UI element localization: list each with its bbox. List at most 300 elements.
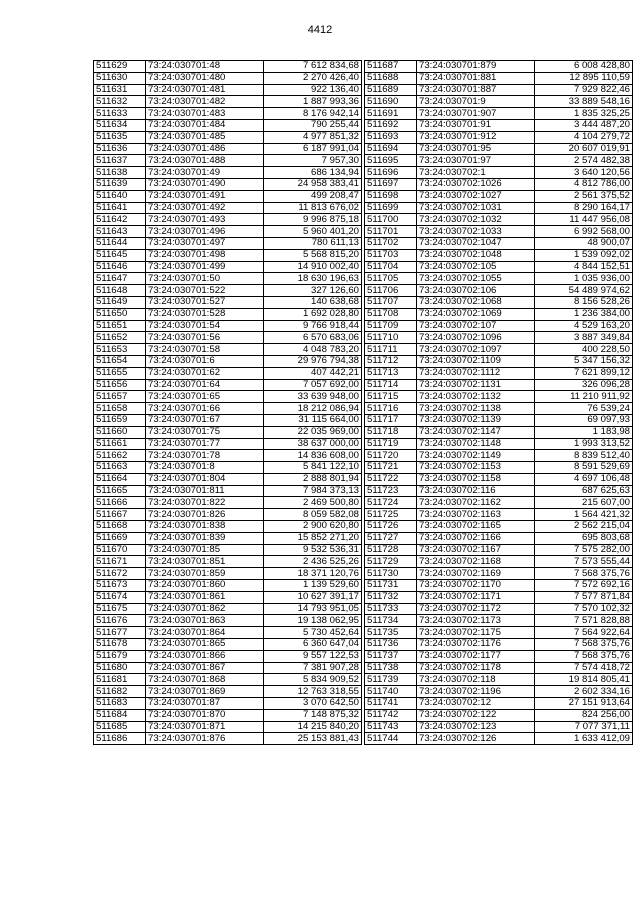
table-row xyxy=(365,285,633,297)
row-number-cell: 511632 xyxy=(94,96,146,108)
cadastral-number-cell: 73:24:030701:862 xyxy=(146,603,264,615)
cadastral-number-cell: 73:24:030701:822 xyxy=(146,497,264,509)
row-number-cell: 511660 xyxy=(94,426,146,438)
row-number-cell: 511643 xyxy=(94,226,146,238)
table-row xyxy=(365,155,633,167)
cadastral-number-cell: 73:24:030702:116 xyxy=(417,485,535,497)
row-number-cell: 511728 xyxy=(365,544,417,556)
value-cell: 2 469 500,80 xyxy=(264,497,362,509)
row-number-cell: 511662 xyxy=(94,450,146,462)
table-row xyxy=(365,485,633,497)
value-cell: 780 611,13 xyxy=(264,237,362,249)
cadastral-number-cell: 73:24:030702:1167 xyxy=(417,544,535,556)
row-number-cell: 511672 xyxy=(94,568,146,580)
cadastral-number-cell: 73:24:030702:1096 xyxy=(417,332,535,344)
value-cell: 12 895 110,59 xyxy=(535,72,633,84)
cadastral-number-cell: 73:24:030702:1148 xyxy=(417,438,535,450)
table-row xyxy=(365,698,633,710)
row-number-cell: 511740 xyxy=(365,686,417,698)
row-number-cell: 511696 xyxy=(365,167,417,179)
row-number-cell: 511724 xyxy=(365,497,417,509)
value-cell: 2 888 801,94 xyxy=(264,473,362,485)
row-number-cell: 511695 xyxy=(365,155,417,167)
cadastral-number-cell: 73:24:030701:826 xyxy=(146,509,264,521)
value-cell: 6 570 683,06 xyxy=(264,332,362,344)
row-number-cell: 511673 xyxy=(94,580,146,592)
value-cell: 14 793 951,05 xyxy=(264,603,362,615)
cadastral-number-cell: 73:24:030701:85 xyxy=(146,544,264,556)
value-cell: 14 215 840,20 xyxy=(264,721,362,733)
table-row xyxy=(94,96,362,108)
table-row xyxy=(94,414,362,426)
table-row xyxy=(94,261,362,273)
row-number-cell: 511735 xyxy=(365,627,417,639)
value-cell: 790 255,44 xyxy=(264,119,362,131)
row-number-cell: 511741 xyxy=(365,698,417,710)
cadastral-number-cell: 73:24:030702:1109 xyxy=(417,355,535,367)
table-row xyxy=(365,403,633,415)
value-cell: 7 575 282,00 xyxy=(535,544,633,556)
cadastral-number-cell: 73:24:030702:1170 xyxy=(417,580,535,592)
value-cell: 6 360 647,04 xyxy=(264,639,362,651)
table-row xyxy=(94,568,362,580)
table-row xyxy=(94,580,362,592)
cadastral-number-cell: 73:24:030701:860 xyxy=(146,580,264,592)
table-row xyxy=(365,72,633,84)
table-row xyxy=(365,273,633,285)
table-row xyxy=(94,603,362,615)
table-row xyxy=(94,108,362,120)
value-cell: 140 638,68 xyxy=(264,296,362,308)
cadastral-number-cell: 73:24:030701:868 xyxy=(146,674,264,686)
table-row xyxy=(94,273,362,285)
cadastral-number-cell: 73:24:030701:483 xyxy=(146,108,264,120)
table-row xyxy=(94,686,362,698)
cadastral-number-cell: 73:24:030701:50 xyxy=(146,273,264,285)
value-cell: 7 957,30 xyxy=(264,155,362,167)
value-cell: 327 126,60 xyxy=(264,285,362,297)
table-row xyxy=(365,320,633,332)
table-row xyxy=(94,544,362,556)
value-cell: 922 136,40 xyxy=(264,84,362,96)
row-number-cell: 511644 xyxy=(94,237,146,249)
table-row xyxy=(94,61,362,73)
row-number-cell: 511647 xyxy=(94,273,146,285)
table-row xyxy=(365,119,633,131)
value-cell: 29 976 794,38 xyxy=(264,355,362,367)
table-row xyxy=(365,615,633,627)
row-number-cell: 511682 xyxy=(94,686,146,698)
value-cell: 6 008 428,80 xyxy=(535,61,633,73)
table-row xyxy=(94,591,362,603)
table-row xyxy=(365,84,633,96)
table-row xyxy=(365,662,633,674)
row-number-cell: 511689 xyxy=(365,84,417,96)
table-row xyxy=(94,367,362,379)
row-number-cell: 511708 xyxy=(365,308,417,320)
cadastral-number-cell: 73:24:030701:879 xyxy=(417,61,535,73)
value-cell: 4 104 279,72 xyxy=(535,131,633,143)
value-cell: 1 633 412,09 xyxy=(535,733,633,745)
cadastral-number-cell: 73:24:030701:64 xyxy=(146,379,264,391)
cadastral-number-cell: 73:24:030702:1173 xyxy=(417,615,535,627)
table-row xyxy=(365,568,633,580)
value-cell: 5 730 452,64 xyxy=(264,627,362,639)
value-cell: 7 568 375,76 xyxy=(535,639,633,651)
table-row xyxy=(94,72,362,84)
cadastral-number-cell: 73:24:030702:1178 xyxy=(417,662,535,674)
cadastral-number-cell: 73:24:030702:1047 xyxy=(417,237,535,249)
table-row xyxy=(94,355,362,367)
cadastral-number-cell: 73:24:030701:490 xyxy=(146,178,264,190)
cadastral-number-cell: 73:24:030701:881 xyxy=(417,72,535,84)
cadastral-number-cell: 73:24:030701:75 xyxy=(146,426,264,438)
value-cell: 33 889 548,16 xyxy=(535,96,633,108)
value-cell: 687 625,63 xyxy=(535,485,633,497)
table-row xyxy=(94,473,362,485)
value-cell: 10 627 391,17 xyxy=(264,591,362,603)
row-number-cell: 511739 xyxy=(365,674,417,686)
value-cell: 24 958 383,41 xyxy=(264,178,362,190)
cadastral-number-cell: 73:24:030702:1027 xyxy=(417,190,535,202)
cadastral-number-cell: 73:24:030701:54 xyxy=(146,320,264,332)
value-cell: 8 156 528,26 xyxy=(535,296,633,308)
cadastral-number-cell: 73:24:030702:1166 xyxy=(417,532,535,544)
value-cell: 2 436 525,26 xyxy=(264,556,362,568)
value-cell: 7 381 907,28 xyxy=(264,662,362,674)
table-row xyxy=(365,509,633,521)
cadastral-number-cell: 73:24:030702:1153 xyxy=(417,462,535,474)
row-number-cell: 511743 xyxy=(365,721,417,733)
row-number-cell: 511645 xyxy=(94,249,146,261)
row-number-cell: 511664 xyxy=(94,473,146,485)
table-row xyxy=(94,662,362,674)
table-row xyxy=(94,308,362,320)
table-row xyxy=(94,178,362,190)
table-row xyxy=(365,591,633,603)
cadastral-number-cell: 73:24:030701:527 xyxy=(146,296,264,308)
value-cell: 1 993 313,52 xyxy=(535,438,633,450)
table-row xyxy=(365,355,633,367)
cadastral-number-cell: 73:24:030701:887 xyxy=(417,84,535,96)
row-number-cell: 511738 xyxy=(365,662,417,674)
cadastral-number-cell: 73:24:030702:123 xyxy=(417,721,535,733)
table-row xyxy=(94,226,362,238)
cadastral-number-cell: 73:24:030702:1169 xyxy=(417,568,535,580)
row-number-cell: 511688 xyxy=(365,72,417,84)
row-number-cell: 511717 xyxy=(365,414,417,426)
row-number-cell: 511723 xyxy=(365,485,417,497)
row-number-cell: 511700 xyxy=(365,214,417,226)
register-table-body xyxy=(94,61,362,745)
row-number-cell: 511692 xyxy=(365,119,417,131)
cadastral-number-cell: 73:24:030701:95 xyxy=(417,143,535,155)
value-cell: 3 887 349,84 xyxy=(535,332,633,344)
value-cell: 5 834 909,52 xyxy=(264,674,362,686)
row-number-cell: 511691 xyxy=(365,108,417,120)
value-cell: 3 444 487,20 xyxy=(535,119,633,131)
cadastral-number-cell: 73:24:030702:1165 xyxy=(417,521,535,533)
row-number-cell: 511713 xyxy=(365,367,417,379)
table-row xyxy=(94,391,362,403)
cadastral-number-cell: 73:24:030701:486 xyxy=(146,143,264,155)
value-cell: 38 637 000,00 xyxy=(264,438,362,450)
cadastral-number-cell: 73:24:030702:1032 xyxy=(417,214,535,226)
table-row xyxy=(94,320,362,332)
cadastral-number-cell: 73:24:030702:1069 xyxy=(417,308,535,320)
value-cell: 686 134,94 xyxy=(264,167,362,179)
table-row xyxy=(365,379,633,391)
row-number-cell: 511635 xyxy=(94,131,146,143)
table-row xyxy=(94,296,362,308)
row-number-cell: 511634 xyxy=(94,119,146,131)
cadastral-number-cell: 73:24:030702:12 xyxy=(417,698,535,710)
row-number-cell: 511683 xyxy=(94,698,146,710)
row-number-cell: 511715 xyxy=(365,391,417,403)
row-number-cell: 511710 xyxy=(365,332,417,344)
value-cell: 4 697 106,48 xyxy=(535,473,633,485)
table-row xyxy=(365,344,633,356)
row-number-cell: 511680 xyxy=(94,662,146,674)
cadastral-number-cell: 73:24:030702:107 xyxy=(417,320,535,332)
row-number-cell: 511657 xyxy=(94,391,146,403)
table-row xyxy=(365,261,633,273)
row-number-cell: 511676 xyxy=(94,615,146,627)
value-cell: 2 561 375,52 xyxy=(535,190,633,202)
row-number-cell: 511716 xyxy=(365,403,417,415)
table-row xyxy=(94,249,362,261)
row-number-cell: 511652 xyxy=(94,332,146,344)
value-cell: 4 048 783,20 xyxy=(264,344,362,356)
row-number-cell: 511703 xyxy=(365,249,417,261)
row-number-cell: 511668 xyxy=(94,521,146,533)
cadastral-number-cell: 73:24:030702:1033 xyxy=(417,226,535,238)
table-row xyxy=(365,178,633,190)
cadastral-number-cell: 73:24:030701:482 xyxy=(146,96,264,108)
value-cell: 6 187 991,04 xyxy=(264,143,362,155)
row-number-cell: 511727 xyxy=(365,532,417,544)
value-cell: 7 570 102,32 xyxy=(535,603,633,615)
table-row xyxy=(365,190,633,202)
value-cell: 5 960 401,20 xyxy=(264,226,362,238)
cadastral-number-cell: 73:24:030702:1172 xyxy=(417,603,535,615)
table-row xyxy=(365,462,633,474)
value-cell: 5 841 122,10 xyxy=(264,462,362,474)
value-cell: 11 210 911,92 xyxy=(535,391,633,403)
cadastral-number-cell: 73:24:030701:851 xyxy=(146,556,264,568)
row-number-cell: 511730 xyxy=(365,568,417,580)
cadastral-number-cell: 73:24:030702:1 xyxy=(417,167,535,179)
cadastral-number-cell: 73:24:030702:1138 xyxy=(417,403,535,415)
row-number-cell: 511706 xyxy=(365,285,417,297)
table-row xyxy=(94,344,362,356)
cadastral-number-cell: 73:24:030701:863 xyxy=(146,615,264,627)
table-row xyxy=(365,709,633,721)
table-row xyxy=(365,603,633,615)
table-row xyxy=(94,674,362,686)
cadastral-number-cell: 73:24:030702:1139 xyxy=(417,414,535,426)
table-row xyxy=(94,497,362,509)
row-number-cell: 511646 xyxy=(94,261,146,273)
value-cell: 7 568 375,76 xyxy=(535,650,633,662)
row-number-cell: 511726 xyxy=(365,521,417,533)
row-number-cell: 511694 xyxy=(365,143,417,155)
row-number-cell: 511711 xyxy=(365,344,417,356)
value-cell: 7 929 822,46 xyxy=(535,84,633,96)
row-number-cell: 511658 xyxy=(94,403,146,415)
value-cell: 7 568 375,76 xyxy=(535,568,633,580)
cadastral-number-cell: 73:24:030701:58 xyxy=(146,344,264,356)
row-number-cell: 511729 xyxy=(365,556,417,568)
row-number-cell: 511718 xyxy=(365,426,417,438)
row-number-cell: 511670 xyxy=(94,544,146,556)
value-cell: 54 489 974,62 xyxy=(535,285,633,297)
cadastral-number-cell: 73:24:030702:1068 xyxy=(417,296,535,308)
table-row xyxy=(94,190,362,202)
row-number-cell: 511659 xyxy=(94,414,146,426)
register-table-left xyxy=(93,60,362,745)
table-row xyxy=(94,119,362,131)
cadastral-number-cell: 73:24:030701:870 xyxy=(146,709,264,721)
row-number-cell: 511663 xyxy=(94,462,146,474)
value-cell: 407 442,21 xyxy=(264,367,362,379)
row-number-cell: 511636 xyxy=(94,143,146,155)
table-row xyxy=(94,485,362,497)
cadastral-number-cell: 73:24:030701:56 xyxy=(146,332,264,344)
value-cell: 27 151 913,64 xyxy=(535,698,633,710)
value-cell: 14 836 608,00 xyxy=(264,450,362,462)
table-row xyxy=(94,403,362,415)
row-number-cell: 511679 xyxy=(94,650,146,662)
cadastral-number-cell: 73:24:030701:78 xyxy=(146,450,264,462)
table-row xyxy=(365,521,633,533)
table-row xyxy=(94,84,362,96)
row-number-cell: 511690 xyxy=(365,96,417,108)
cadastral-number-cell: 73:24:030702:1171 xyxy=(417,591,535,603)
value-cell: 1 035 936,00 xyxy=(535,273,633,285)
cadastral-number-cell: 73:24:030702:1048 xyxy=(417,249,535,261)
row-number-cell: 511686 xyxy=(94,733,146,745)
row-number-cell: 511685 xyxy=(94,721,146,733)
value-cell: 3 070 642,50 xyxy=(264,698,362,710)
value-cell: 14 910 002,40 xyxy=(264,261,362,273)
row-number-cell: 511687 xyxy=(365,61,417,73)
value-cell: 7 621 899,12 xyxy=(535,367,633,379)
cadastral-number-cell: 73:24:030702:1196 xyxy=(417,686,535,698)
cadastral-number-cell: 73:24:030701:48 xyxy=(146,61,264,73)
table-row xyxy=(94,426,362,438)
value-cell: 7 612 834,68 xyxy=(264,61,362,73)
table-row xyxy=(94,214,362,226)
row-number-cell: 511654 xyxy=(94,355,146,367)
table-row xyxy=(94,627,362,639)
cadastral-number-cell: 73:24:030701:9 xyxy=(417,96,535,108)
cadastral-number-cell: 73:24:030701:6 xyxy=(146,355,264,367)
value-cell: 8 290 164,17 xyxy=(535,202,633,214)
table-row xyxy=(94,167,362,179)
table-row xyxy=(365,391,633,403)
table-row xyxy=(365,296,633,308)
cadastral-number-cell: 73:24:030702:1163 xyxy=(417,509,535,521)
row-number-cell: 511737 xyxy=(365,650,417,662)
row-number-cell: 511731 xyxy=(365,580,417,592)
cadastral-number-cell: 73:24:030701:912 xyxy=(417,131,535,143)
value-cell: 2 562 215,04 xyxy=(535,521,633,533)
value-cell: 7 984 373,13 xyxy=(264,485,362,497)
cadastral-number-cell: 73:24:030702:1158 xyxy=(417,473,535,485)
value-cell: 4 977 851,32 xyxy=(264,131,362,143)
cadastral-number-cell: 73:24:030701:484 xyxy=(146,119,264,131)
cadastral-number-cell: 73:24:030701:804 xyxy=(146,473,264,485)
table-row xyxy=(94,462,362,474)
table-row xyxy=(365,686,633,698)
cadastral-number-cell: 73:24:030701:839 xyxy=(146,532,264,544)
cadastral-number-cell: 73:24:030701:867 xyxy=(146,662,264,674)
table-row xyxy=(365,426,633,438)
value-cell: 5 568 815,20 xyxy=(264,249,362,261)
cadastral-number-cell: 73:24:030702:1149 xyxy=(417,450,535,462)
row-number-cell: 511720 xyxy=(365,450,417,462)
value-cell: 33 639 948,00 xyxy=(264,391,362,403)
cadastral-number-cell: 73:24:030702:1031 xyxy=(417,202,535,214)
value-cell: 824 256,00 xyxy=(535,709,633,721)
value-cell: 9 766 918,44 xyxy=(264,320,362,332)
table-row xyxy=(365,202,633,214)
row-number-cell: 511650 xyxy=(94,308,146,320)
table-row xyxy=(365,532,633,544)
value-cell: 7 571 828,88 xyxy=(535,615,633,627)
value-cell: 7 572 692,16 xyxy=(535,580,633,592)
table-row xyxy=(94,650,362,662)
cadastral-number-cell: 73:24:030701:876 xyxy=(146,733,264,745)
row-number-cell: 511629 xyxy=(94,61,146,73)
row-number-cell: 511704 xyxy=(365,261,417,273)
cadastral-number-cell: 73:24:030701:871 xyxy=(146,721,264,733)
row-number-cell: 511702 xyxy=(365,237,417,249)
cadastral-number-cell: 73:24:030701:498 xyxy=(146,249,264,261)
value-cell: 1 887 993,36 xyxy=(264,96,362,108)
cadastral-number-cell: 73:24:030702:1026 xyxy=(417,178,535,190)
cadastral-number-cell: 73:24:030702:1147 xyxy=(417,426,535,438)
value-cell: 7 077 371,11 xyxy=(535,721,633,733)
value-cell: 2 270 426,40 xyxy=(264,72,362,84)
value-cell: 69 097,93 xyxy=(535,414,633,426)
row-number-cell: 511681 xyxy=(94,674,146,686)
row-number-cell: 511709 xyxy=(365,320,417,332)
row-number-cell: 511705 xyxy=(365,273,417,285)
table-row xyxy=(365,167,633,179)
cadastral-number-cell: 73:24:030701:488 xyxy=(146,155,264,167)
value-cell: 4 812 786,00 xyxy=(535,178,633,190)
cadastral-number-cell: 73:24:030701:907 xyxy=(417,108,535,120)
cadastral-number-cell: 73:24:030702:105 xyxy=(417,261,535,273)
row-number-cell: 511656 xyxy=(94,379,146,391)
cadastral-number-cell: 73:24:030701:861 xyxy=(146,591,264,603)
row-number-cell: 511699 xyxy=(365,202,417,214)
value-cell: 7 564 922,64 xyxy=(535,627,633,639)
table-row xyxy=(94,733,362,745)
table-row xyxy=(365,473,633,485)
cadastral-number-cell: 73:24:030701:493 xyxy=(146,214,264,226)
table-row xyxy=(365,450,633,462)
row-number-cell: 511742 xyxy=(365,709,417,721)
cadastral-number-cell: 73:24:030701:87 xyxy=(146,698,264,710)
table-row xyxy=(94,237,362,249)
table-row xyxy=(365,580,633,592)
table-row xyxy=(365,674,633,686)
row-number-cell: 511684 xyxy=(94,709,146,721)
value-cell: 2 900 620,80 xyxy=(264,521,362,533)
